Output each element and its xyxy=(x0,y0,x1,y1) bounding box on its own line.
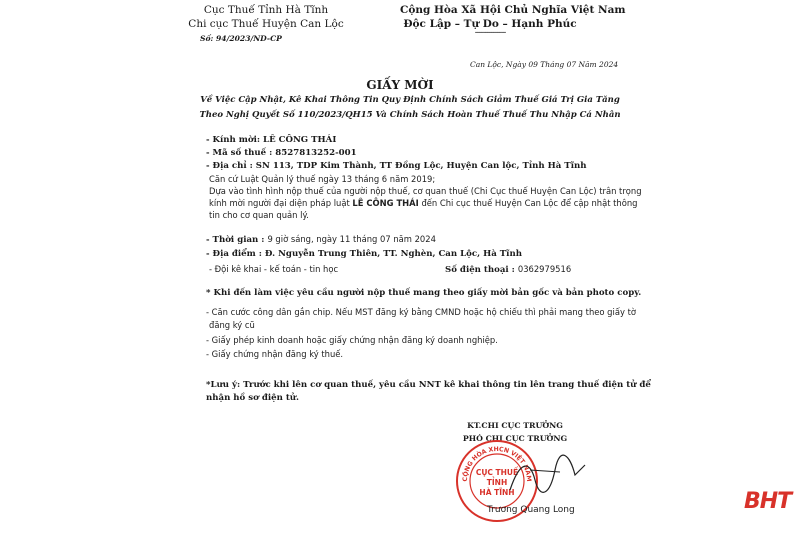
body-text: kính mời người đại diện pháp luật xyxy=(209,198,353,208)
national-title: Cộng Hòa Xã Hội Chủ Nghĩa Việt Nam xyxy=(400,4,626,16)
subtitle-line-2: Theo Nghị Quyết Số 110/2023/QH15 Và Chính Sách Hoàn Thuế Thuế Thu Nhập Cá Nhân xyxy=(199,110,621,120)
tax-code-row xyxy=(206,148,357,158)
handwritten-signature-icon xyxy=(500,450,590,500)
body-paragraph-line-1: Dựa vào tình hình nộp thuế của người nộp thuế, cơ quan thuế (Chi Cục thuế Huyện Can Lộc) trân trọng xyxy=(209,186,642,196)
phone-label: Số điện thoại : xyxy=(445,265,518,275)
national-motto: Độc Lập – Tự Do – Hạnh Phúc xyxy=(403,18,577,30)
requirements-heading: * Khi đến làm việc yêu cầu người nộp thuế mang theo giấy mời bản gốc và bản photo copy. xyxy=(206,288,642,298)
seal-ring-text: CỘNG HÒA XHCN VIỆT NAM xyxy=(461,445,533,482)
header-divider: --------------- xyxy=(474,28,506,38)
watermark-logo: BHT xyxy=(744,489,792,514)
seal-line-1: CỤC THUẾ xyxy=(475,468,519,477)
body-text: đến Chi cục thuế Huyện Can Lộc để cập nhật thông xyxy=(418,198,638,208)
signature-role-2: PHÓ CHI CỤC TRƯỞNG xyxy=(462,434,568,443)
meeting-place-row xyxy=(206,249,522,259)
phone-number: 0362979516 xyxy=(517,264,572,274)
department: - Đội kê khai - kế toán - tin học xyxy=(209,264,339,274)
address-row xyxy=(206,161,586,171)
requirement-item-1-line-2: đăng ký cũ xyxy=(209,320,255,330)
requirement-item-1-line-1: - Căn cước công dân gắn chip. Nếu MST đăng ký bằng CMND hoặc hộ chiếu thì phải mang theo giấy tờ xyxy=(206,307,636,317)
meeting-place-label: - Địa điểm : xyxy=(206,249,265,259)
document-number: Số: 94/2023/ND-CP xyxy=(200,34,282,43)
recipient-name-label: - Kính mời: xyxy=(206,135,264,145)
date-line: Can Lộc, Ngày 09 Tháng 07 Năm 2024 xyxy=(470,60,619,69)
requirement-item-2: - Giấy phép kinh doanh hoặc giấy chứng nhận đăng ký doanh nghiệp. xyxy=(206,335,498,345)
address: SN 113, TDP Kim Thành, TT Đồng Lộc, Huyện Can lộc, Tỉnh Hà Tĩnh xyxy=(255,161,587,171)
seal-line-3: HÀ TĨNH xyxy=(479,488,515,497)
signer-name: Trương Quang Long xyxy=(487,505,575,515)
phone-row xyxy=(445,264,571,275)
page-title: GIẤY MỜI xyxy=(366,78,434,92)
recipient-name-row xyxy=(206,135,336,145)
seal-line-2: TỈNH xyxy=(486,478,508,487)
signature-role-1: KT.CHI CỤC TRƯỞNG xyxy=(467,421,563,430)
meeting-time-label: - Thời gian : xyxy=(206,235,268,245)
tax-code-label: - Mã số thuế : xyxy=(206,148,276,158)
meeting-place: Đ. Nguyễn Trung Thiên, TT. Nghèn, Can Lộc, Hà Tĩnh xyxy=(264,249,522,259)
address-label: - Địa chỉ : xyxy=(206,161,256,171)
recipient-name-inline: LÊ CÔNG THÁI xyxy=(352,198,419,208)
meeting-time: 9 giờ sáng, ngày 11 tháng 07 năm 2024 xyxy=(267,234,436,244)
note-line-2: nhận hồ sơ điện tử. xyxy=(206,393,300,403)
agency-name: Cục Thuế Tỉnh Hà Tĩnh xyxy=(203,4,329,16)
meeting-time-row xyxy=(206,234,436,245)
legal-basis: Căn cứ Luật Quản lý thuế ngày 13 tháng 6 năm 2019; xyxy=(209,174,436,184)
body-paragraph-line-3: tin cho cơ quan quản lý. xyxy=(209,210,309,220)
tax-code: 8527813252-001 xyxy=(275,148,357,158)
note-line-1: *Lưu ý: Trước khi lên cơ quan thuế, yêu cầu NNT kê khai thông tin lên trang thuế điện tử để xyxy=(206,380,651,390)
body-paragraph-line-2 xyxy=(209,198,638,208)
recipient-name: LÊ CÔNG THÁI xyxy=(263,135,337,145)
subtitle-line-1: Về Việc Cập Nhật, Kê Khai Thông Tin Quy Định Chính Sách Giảm Thuế Giá Trị Gia Tăng xyxy=(200,95,620,105)
requirement-item-3: - Giấy chứng nhận đăng ký thuế. xyxy=(206,349,344,359)
sub-agency-name: Chi cục Thuế Huyện Can Lộc xyxy=(188,18,344,30)
